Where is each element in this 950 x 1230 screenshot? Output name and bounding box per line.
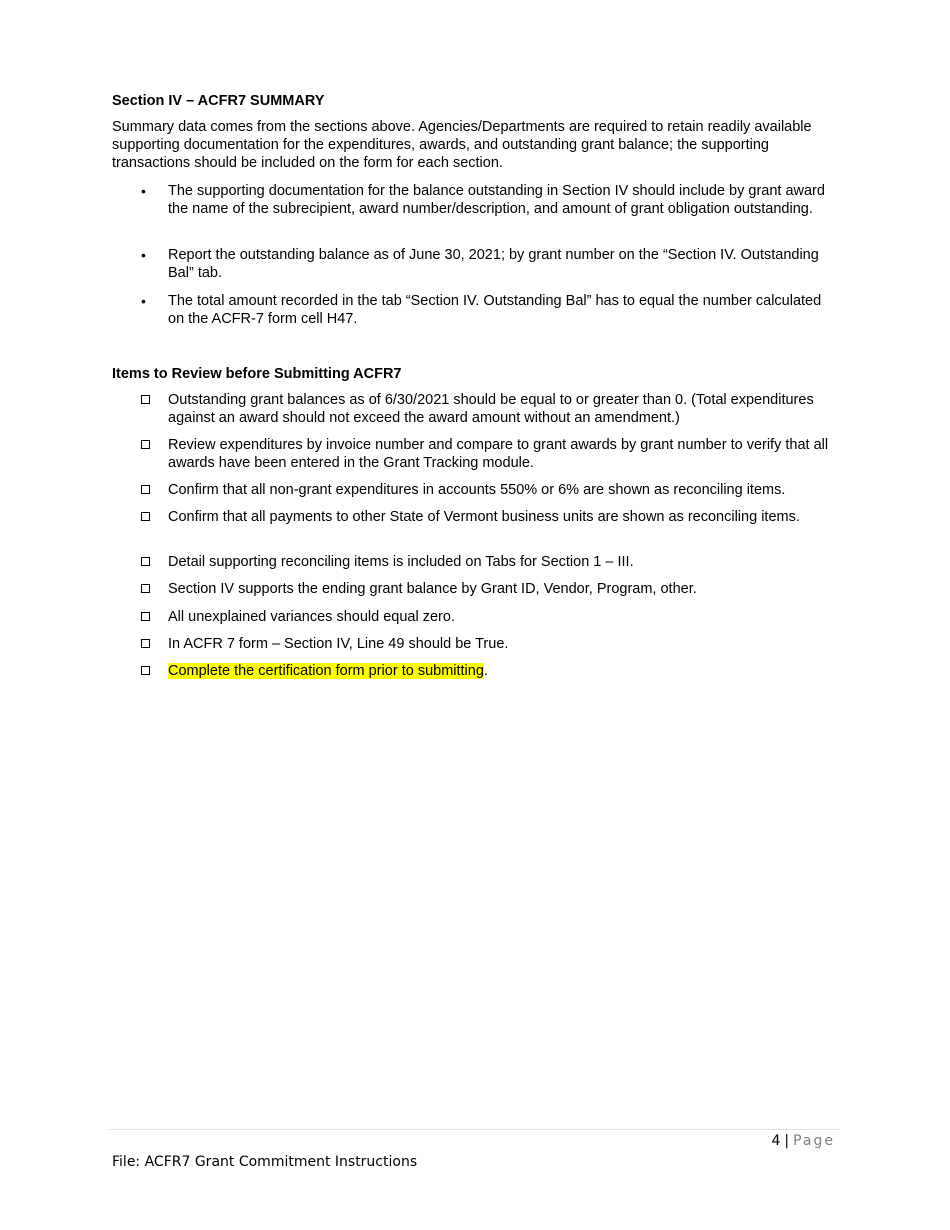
checkbox-icon[interactable] <box>141 395 150 404</box>
checklist-item-text: Section IV supports the ending grant balance by Grant ID, Vendor, Program, other. <box>168 581 697 597</box>
checkbox-icon[interactable] <box>141 440 150 449</box>
bullet-icon: • <box>141 183 146 199</box>
checkbox-icon[interactable] <box>141 485 150 494</box>
checkbox-icon[interactable] <box>141 584 150 593</box>
page-word: Page <box>793 1133 835 1149</box>
section-iv-intro: Summary data comes from the sections above. Agencies/Departments are required to retain readily available supporting documentation for the expenditures, awards, and outstanding grant balance; the supporting transactions should be included on the form for each section. <box>112 119 812 171</box>
checklist-item-text: Confirm that all non-grant expenditures in accounts 550% or 6% are shown as reconciling items. <box>168 482 786 498</box>
checklist-item-text: All unexplained variances should equal zero. <box>168 609 455 625</box>
footer-file-name: File: ACFR7 Grant Commitment Instructions <box>112 1154 418 1170</box>
checklist-item-text: Outstanding grant balances as of 6/30/2021 should be equal to or greater than 0. (Total expenditures against an award should not exceed the award amount without an amendment.) <box>168 392 814 426</box>
item-suffix: . <box>483 663 488 679</box>
page-separator: | <box>784 1133 790 1149</box>
page-number-value: 4 <box>771 1133 781 1149</box>
checkbox-icon[interactable] <box>141 512 150 521</box>
checkbox-icon[interactable] <box>141 639 150 648</box>
checklist-item-text: Review expenditures by invoice number and compare to grant awards by grant number to verify that all awards have been entered in the Grant Tracking module. <box>168 437 829 471</box>
review-heading: Items to Review before Submitting ACFR7 <box>112 366 402 382</box>
list-item-text: Report the outstanding balance as of June 30, 2021; by grant number on the “Section IV. Outstanding Bal” tab. <box>168 247 819 281</box>
section-iv-heading: Section IV – ACFR7 SUMMARY <box>112 93 325 109</box>
checklist-item-text: Detail supporting reconciling items is included on Tabs for Section 1 – III. <box>168 554 634 570</box>
checklist-item-text: Confirm that all payments to other State of Vermont business units are shown as reconciling items. <box>168 509 800 525</box>
list-item-text: The total amount recorded in the tab “Section IV. Outstanding Bal” has to equal the number calculated on the ACFR-7 form cell H47. <box>168 293 822 327</box>
highlighted-text: Complete the certification form prior to submitting <box>168 663 484 679</box>
page-number <box>771 1132 835 1150</box>
checkbox-icon[interactable] <box>141 557 150 566</box>
checklist-item-text: In ACFR 7 form – Section IV, Line 49 should be True. <box>168 636 509 652</box>
checkbox-icon[interactable] <box>141 666 150 675</box>
list-item-text: The supporting documentation for the balance outstanding in Section IV should include by grant award the name of the subrecipient, award number/description, and amount of grant obligation outstanding. <box>168 183 825 217</box>
bullet-icon: • <box>141 247 146 263</box>
checkbox-icon[interactable] <box>141 612 150 621</box>
footer-divider <box>108 1129 840 1130</box>
checklist-item-text <box>168 662 838 680</box>
bullet-icon: • <box>141 293 146 309</box>
